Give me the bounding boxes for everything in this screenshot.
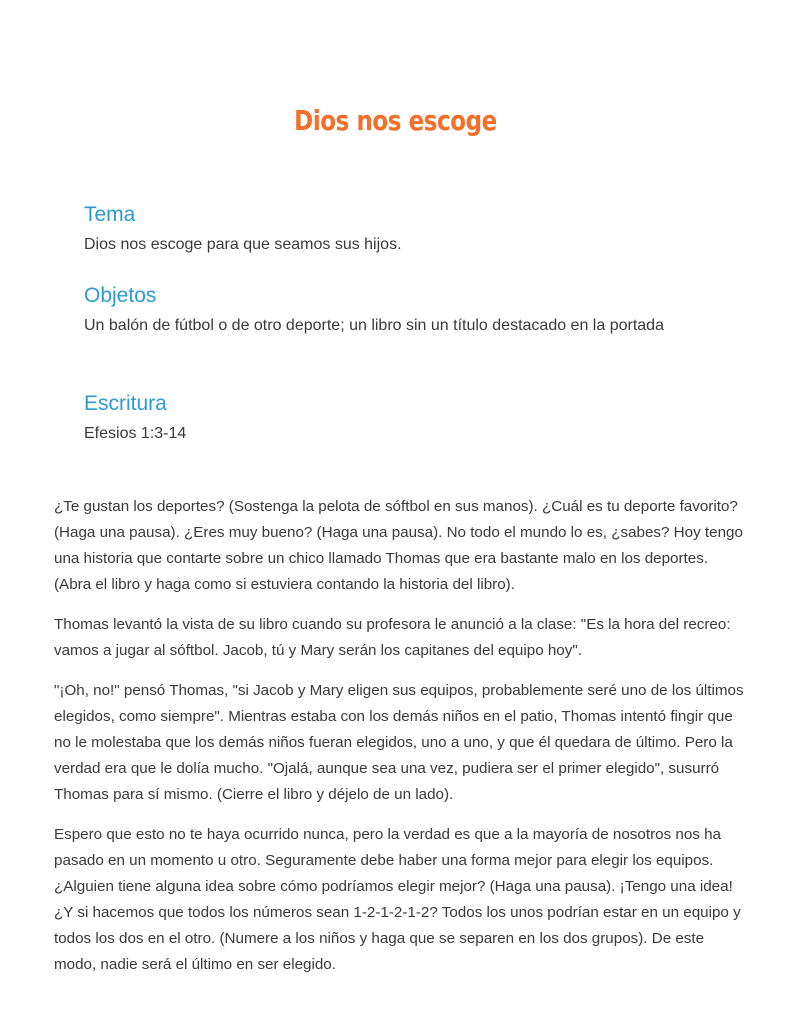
body-paragraph-4: Espero que esto no te haya ocurrido nunca, pero la verdad es que a la mayoría de nosotros nos ha pasado en un momento u otro. Seguramente debe haber una forma mejor para elegir los equipos. ¿Alguien tiene alguna idea sobre cómo podríamos elegir mejor? (Haga una pausa). ¡Tengo una idea! ¿Y si hacemos que todos los números sean 1-2-1-2-1-2? Todos los unos podrían estar en un equipo y todos los dos en el otro. (Numere a los niños y haga que se separen en los dos grupos). De este modo, nadie será el último en ser elegido.	[54, 826, 741, 973]
section-heading-tema: Tema	[84, 203, 136, 226]
section-heading-escritura: Escritura	[84, 392, 167, 415]
lesson-body	[54, 494, 744, 992]
body-paragraph-1: ¿Te gustan los deportes? (Sostenga la pelota de sóftbol en sus manos). ¿Cuál es tu deporte favorito? (Haga una pausa). ¿Eres muy bueno? (Haga una pausa). No todo el mundo lo es, ¿sabes? Hoy tengo una historia que contarte sobre un chico llamado Thomas que era bastante malo en los deportes. (Abra el libro y haga como si estuviera contando la historia del libro).	[54, 498, 743, 593]
section-escritura	[84, 389, 186, 448]
section-tema	[84, 200, 402, 259]
section-text-objetos: Un balón de fútbol o de otro deporte; un libro sin un título destacado en la portada	[84, 317, 664, 334]
section-text-tema: Dios nos escoge para que seamos sus hijos.	[84, 236, 402, 253]
section-objetos	[84, 281, 704, 340]
body-paragraph-3: "¡Oh, no!" pensó Thomas, "si Jacob y Mary eligen sus equipos, probablemente seré uno de los últimos elegidos, como siempre". Mientras estaba con los demás niños en el patio, Thomas intentó fingir que no le molestaba que los demás niños fueran elegidos, uno a uno, y que él quedara de último. Pero la verdad era que le dolía mucho. "Ojalá, aunque sea una vez, pudiera ser el primer elegido", susurró Thomas para sí mismo. (Cierre el libro y déjelo de un lado).	[54, 682, 744, 803]
section-heading-objetos: Objetos	[84, 284, 157, 307]
page-title: Dios nos escoge	[294, 104, 497, 137]
body-paragraph-2: Thomas levantó la vista de su libro cuando su profesora le anunció a la clase: "Es la hora del recreo: vamos a jugar al sóftbol. Jacob, tú y Mary serán los capitanes del equipo hoy".	[54, 616, 731, 659]
section-text-escritura: Efesios 1:3-14	[84, 425, 187, 442]
